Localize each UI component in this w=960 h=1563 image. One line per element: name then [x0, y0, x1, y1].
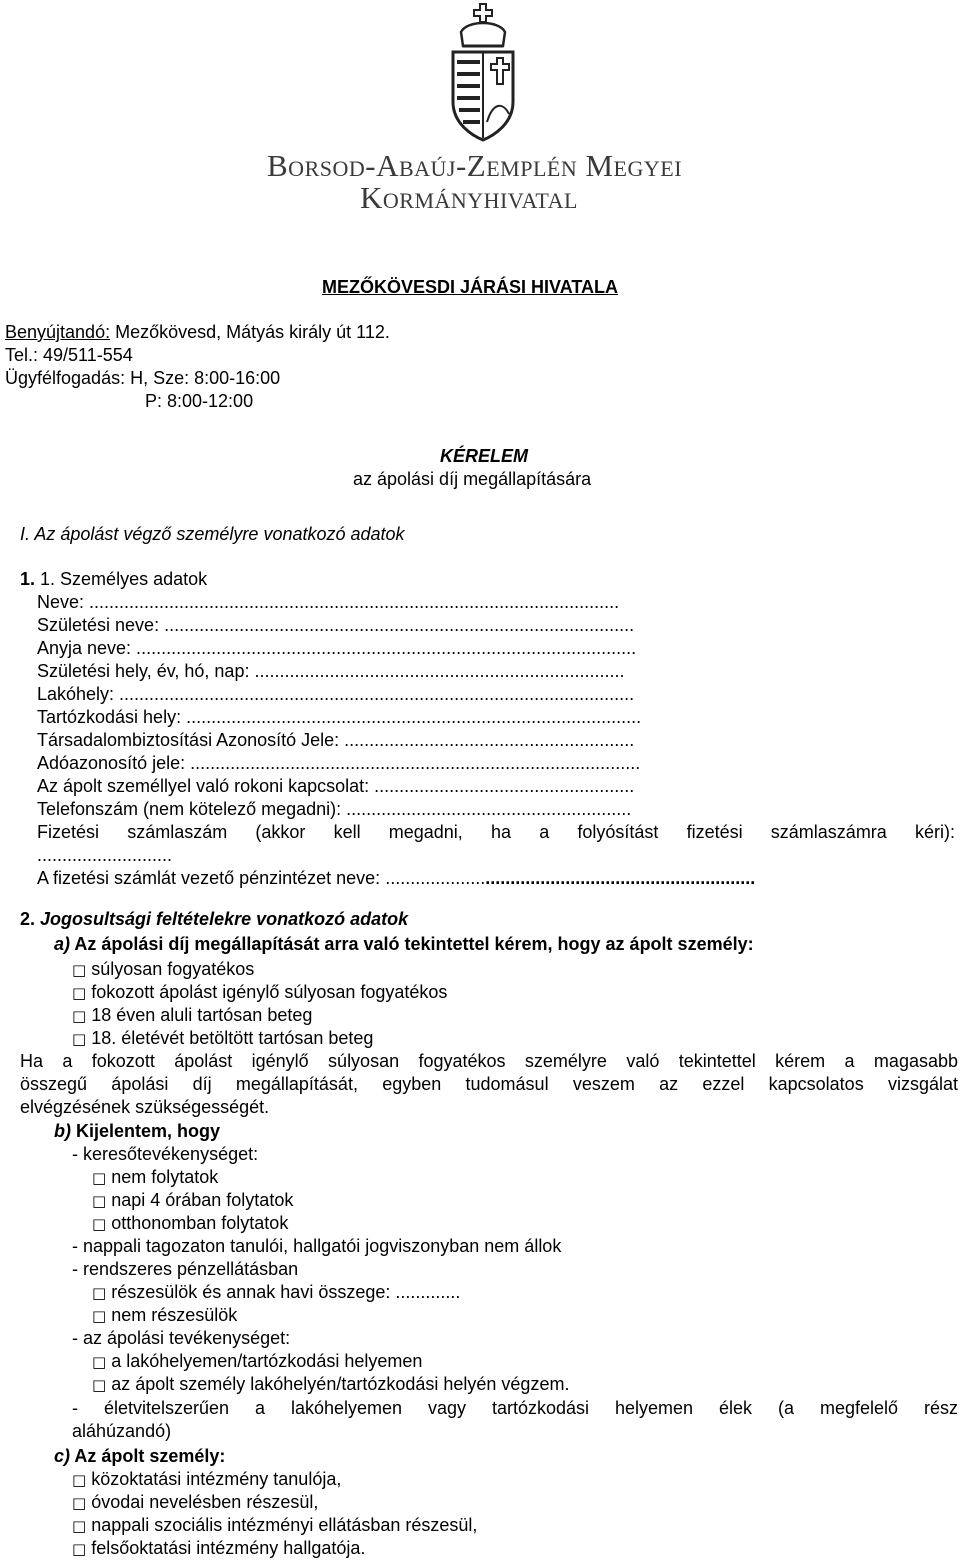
field-residence[interactable]: Lakóhely: ....................................................................................................... — [37, 684, 635, 704]
submit-value: Mezőkövesd, Mátyás király út 112. — [110, 322, 390, 342]
field-mother-name[interactable]: Anyja neve: .................................................................................................... — [37, 638, 637, 658]
option-increased-care[interactable]: □ fokozott ápolást igénylő súlyosan fogyatékos — [72, 982, 448, 1002]
field-name[interactable]: Neve: .......................................................................................................... — [37, 592, 620, 612]
paragraph-line-1: Ha a fokozott ápolást igénylő súlyosan fogyatékos személyre való tekintettel kérem a magasabb — [20, 1051, 958, 1071]
living-statement-line2: aláhúzandó) — [72, 1421, 172, 1441]
org-name-line1: Borsod-Abaúj-Zemplén Megyei — [267, 148, 683, 183]
checkbox-icon[interactable]: □ — [92, 1284, 107, 1302]
submit-address — [5, 321, 390, 344]
job-search-label: - keresőtevékenységet: — [72, 1144, 259, 1164]
personal-data-heading: 1. Személyes adatok — [40, 569, 208, 589]
living-statement-line1: - életvitelszerűen a lakóhelyemen vagy tartózkodási helyemen élek (a megfelelő rész — [72, 1398, 958, 1418]
checkbox-icon[interactable]: □ — [72, 1494, 87, 1512]
section1-heading: I. Az ápolást végző személyre vonatkozó adatok — [20, 524, 405, 544]
personal-data-fields — [37, 591, 882, 821]
care-activity-label: - az ápolási tevékenységet: — [72, 1328, 291, 1348]
field-bank-name[interactable] — [37, 867, 755, 890]
checkbox-icon[interactable]: □ — [72, 1517, 87, 1535]
field-bank-account[interactable]: ........................... — [37, 845, 173, 865]
field-bank-account-label: Fizetési számlaszám (akkor kell megadni, ha a folyósítást fizetési számlaszámra kéri): — [37, 822, 955, 842]
checkbox-icon[interactable]: □ — [92, 1192, 107, 1210]
option-day-care[interactable]: □ nappali szociális intézményi ellátásban részesül, — [72, 1515, 478, 1535]
contact-hours-1: Ügyfélfogadás: H, Sze: 8:00-16:00 — [5, 368, 281, 388]
option-receives-benefit[interactable]: □ részesülök és annak havi összege: ............. — [92, 1282, 461, 1302]
checkbox-icon[interactable]: □ — [72, 961, 87, 979]
option-higher-education[interactable]: □ felsőoktatási intézmény hallgatója. — [72, 1538, 366, 1558]
field-birth-name[interactable]: Születési neve: .............................................................................................. — [37, 615, 635, 635]
field-tax-id[interactable]: Adóazonosító jele: .......................................................................................... — [37, 753, 641, 773]
checkbox-icon[interactable]: □ — [72, 1540, 87, 1558]
paragraph-line-2: összegű ápolási díj megállapítását, egyben tudomásul veszem az ezzel kapcsolatos vizsgálat — [20, 1074, 958, 1094]
field-relationship[interactable]: Az ápolt személlyel való rokoni kapcsolat: .................................................... — [37, 776, 635, 796]
option-over-18-ill[interactable]: □ 18. életévét betöltött tartósan beteg — [72, 1028, 374, 1048]
option-work-home[interactable]: □ otthonomban folytatok — [92, 1213, 289, 1233]
document-title: KÉRELEM — [440, 446, 529, 466]
bank-name-label: A fizetési számlát vezető pénzintézet neve: .................... — [37, 868, 486, 888]
section1-subheading: 1. 1. Személyes adatok — [20, 569, 208, 589]
declaration-b: b) Kijelentem, hogy — [54, 1121, 221, 1141]
paragraph-line-3: elvégzésének szükségességét. — [20, 1097, 270, 1117]
checkbox-icon[interactable]: □ — [72, 1030, 87, 1048]
option-no-work[interactable]: □ nem folytatok — [92, 1167, 219, 1187]
option-public-school[interactable]: □ közoktatási intézmény tanulója, — [72, 1469, 342, 1489]
checkbox-icon[interactable]: □ — [72, 1471, 87, 1489]
org-name-line2: Kormányhivatal — [360, 180, 578, 215]
submit-label: Benyújtandó: — [5, 322, 111, 342]
office-title: MEZŐKÖVESDI JÁRÁSI HIVATALA — [322, 277, 619, 297]
field-birth-place-date[interactable]: Születési hely, év, hó, nap: .......................................................................... — [37, 661, 625, 681]
checkbox-icon[interactable]: □ — [72, 984, 87, 1002]
coat-of-arms-logo — [447, 2, 519, 142]
option-under-18-ill[interactable]: □ 18 éven aluli tartósan beteg — [72, 1005, 313, 1025]
checkbox-icon[interactable]: □ — [92, 1376, 107, 1394]
option-care-own-home[interactable]: □ a lakóhelyemen/tartózkodási helyemen — [92, 1351, 423, 1371]
cared-person-c: c) Az ápolt személy: — [54, 1446, 226, 1466]
option-kindergarten[interactable]: □ óvodai nevelésben részesül, — [72, 1492, 319, 1512]
section2-heading: 2. Jogosultsági feltételekre vonatkozó adatok — [20, 909, 409, 929]
option-no-benefit[interactable]: □ nem részesülök — [92, 1305, 238, 1325]
checkbox-icon[interactable]: □ — [72, 1007, 87, 1025]
student-status: - nappali tagozaton tanulói, hallgatói jogviszonyban nem állok — [72, 1236, 562, 1256]
checkbox-icon[interactable]: □ — [92, 1353, 107, 1371]
field-stay-address[interactable]: Tartózkodási hely: ........................................................................................... — [37, 707, 642, 727]
contact-hours-2: P: 8:00-12:00 — [145, 391, 254, 411]
field-taj[interactable]: Társadalombiztosítási Azonosító Jele: .......................................................... — [37, 730, 635, 750]
document-subtitle: az ápolási díj megállapítására — [353, 469, 592, 489]
checkbox-icon[interactable]: □ — [92, 1169, 107, 1187]
option-care-patient-home[interactable]: □ az ápolt személy lakóhelyén/tartózkodási helyén végzem. — [92, 1374, 570, 1394]
option-work-4h[interactable]: □ napi 4 órában folytatok — [92, 1190, 294, 1210]
checkbox-icon[interactable]: □ — [92, 1307, 107, 1325]
option-severely-disabled[interactable]: □ súlyosan fogyatékos — [72, 959, 255, 979]
field-phone[interactable]: Telefonszám (nem kötelező megadni): ......................................................... — [37, 799, 632, 819]
checkbox-icon[interactable]: □ — [92, 1215, 107, 1233]
bank-name-dots: ...................................................... — [485, 868, 756, 888]
benefit-label: - rendszeres pénzellátásban — [72, 1259, 299, 1279]
eligibility-a: a) Az ápolási díj megállapítását arra való tekintettel kérem, hogy az ápolt személy: — [54, 934, 754, 954]
contact-tel: Tel.: 49/511-554 — [5, 345, 133, 365]
